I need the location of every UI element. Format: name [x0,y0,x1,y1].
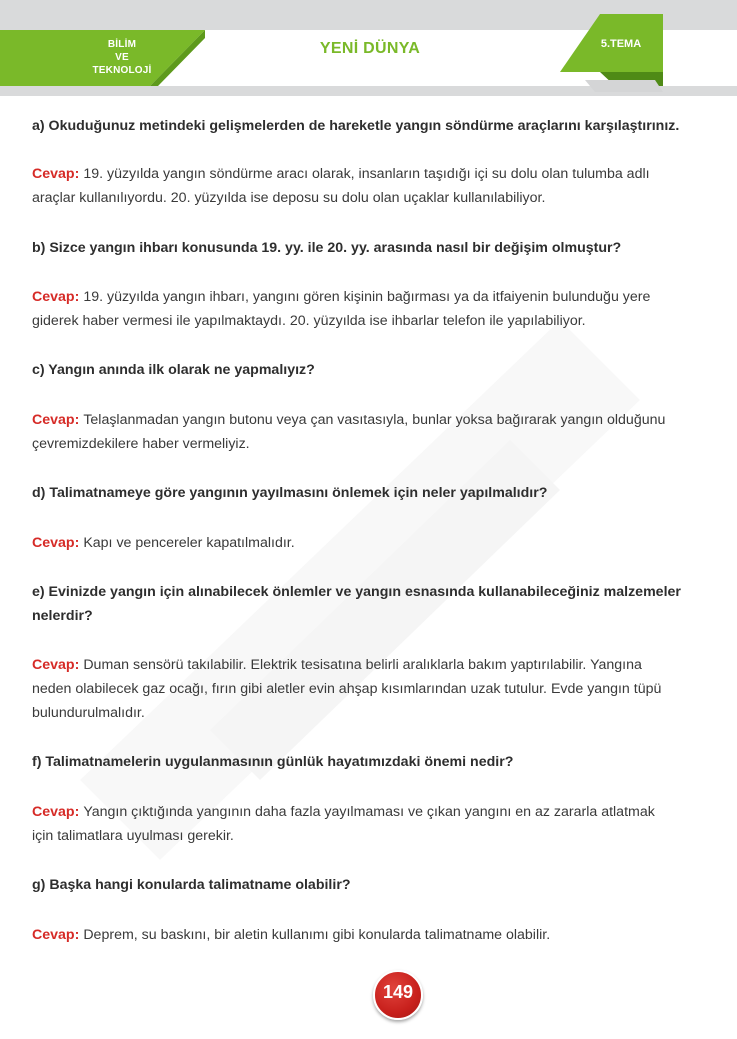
answer-line: çevremizdekilere haber vermeliyiz. [32,436,250,452]
subject-line: TEKNOLOJİ [92,65,152,76]
question-e [32,580,704,628]
answer-line: Deprem, su baskını, bir aletin kullanımı gibi konularda talimatname olabilir. [83,927,551,943]
question-line: nelerdir? [32,608,93,624]
answer-label: Cevap: [32,535,80,551]
answer-a [32,162,704,210]
answer-line: için talimatlara uyulması gerekir. [32,828,234,844]
watermark-graphic [40,260,700,880]
answer-line: 19. yüzyılda yangın ihbarı, yangını gören kişinin bağırması ya da itfaiyenin bulunduğu yere [83,289,651,305]
question-g: g) Başka hangi konularda talimatname olabilir? [32,877,351,893]
answer-f [32,800,704,848]
answer-line: Duman sensörü takılabilir. Elektrik tesisatına belirli aralıklarla bakım yaptırılabilir. Yangına [83,657,642,673]
answer-label: Cevap: [32,166,80,182]
answer-label: Cevap: [32,412,80,428]
answer-e [32,653,704,725]
answer-line: giderek haber vermesi ile yapılmaktaydı. 20. yüzyılda ise ihbarlar telefon ile yapılabiliyor. [32,313,586,329]
answer-line: Telaşlanmadan yangın butonu veya çan vasıtasıyla, bunlar yoksa bağırarak yangın olduğunu [83,412,666,428]
answer-line: neden olabilecek gaz ocağı, fırın gibi aletler evin ahşap kısımlarından uzak tutulur. Evde yangın tüpü [32,681,662,697]
answer-line: araçlar kullanılıyordu. 20. yüzyılda ise deposu su dolu olan uçaklar kullanılabiliyor. [32,190,546,206]
subject-line: VE [115,52,129,63]
answer-line: 19. yüzyılda yangın söndürme aracı olarak, insanların taşıdığı içi su dolu olan tulumba adlı [83,166,650,182]
answer-line: Yangın çıktığında yangının daha fazla yayılmaması ve çıkan yangını en az zararla atlatmak [83,804,655,820]
question-a: a) Okuduğunuz metindeki gelişmelerden de hareketle yangın söndürme araçlarını karşılaştırınız. [32,118,680,134]
answer-label: Cevap: [32,927,80,943]
unit-title: YENİ DÜNYA [319,40,421,57]
question-line: e) Evinizde yangın için alınabilecek önlemler ve yangın esnasında kullanabileceğiniz malzemeler [32,584,681,600]
page-number-badge [373,970,423,1020]
question-f: f) Talimatnamelerin uygulanmasının günlük hayatımızdaki önemi nedir? [32,754,514,770]
answer-c [32,408,704,456]
answer-g [32,923,704,947]
theme-label: 5.TEMA [600,38,642,50]
question-c: c) Yangın anında ilk olarak ne yapmalıyız? [32,362,315,378]
theme-tab [555,14,670,94]
question-d: d) Talimatnameye göre yangının yayılmasını önlemek için neler yapılmalıdır? [32,485,548,501]
answer-line: Kapı ve pencereler kapatılmalıdır. [83,535,295,551]
answer-label: Cevap: [32,289,80,305]
answer-label: Cevap: [32,804,80,820]
theme-tab-shape [555,14,670,94]
subject-name [72,38,172,77]
answer-line: bulundurulmalıdır. [32,705,145,721]
answer-b [32,285,704,333]
answer-label: Cevap: [32,657,80,673]
page-number: 149 [382,982,414,1002]
question-b: b) Sizce yangın ihbarı konusunda 19. yy. ile 20. yy. arasında nasıl bir değişim olmuştur? [32,240,622,256]
subject-line: BİLİM [107,39,137,50]
subject-tab [0,30,205,86]
answer-d [32,531,704,555]
